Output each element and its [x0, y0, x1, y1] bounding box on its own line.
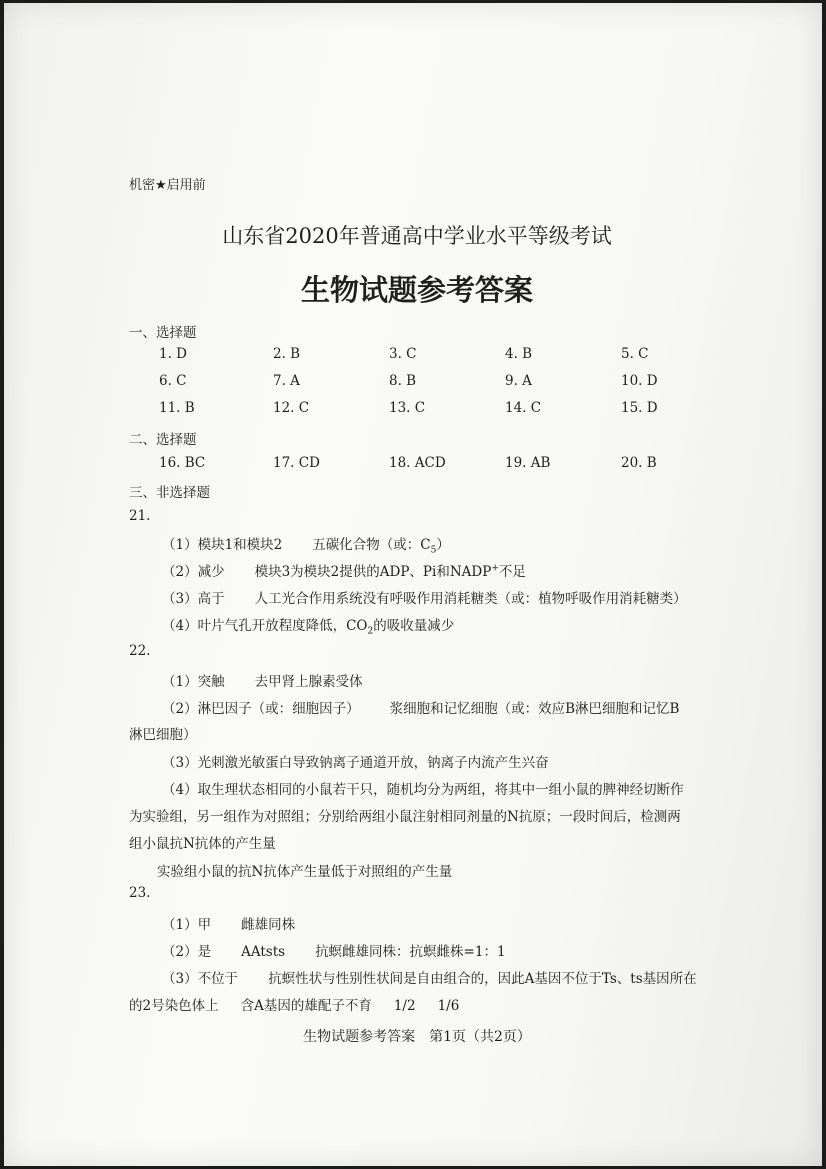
section-2-heading: 二、选择题 [129, 432, 197, 448]
q22-answer-2 [162, 697, 679, 717]
answer-item: 18. ACD [389, 455, 446, 471]
q23-answer-1 [162, 913, 295, 933]
q22-answer-4-cont: 为实验组，另一组作为对照组；分别给两组小鼠注射相同剂量的N抗原；一段时间后，检测两 [129, 809, 681, 825]
page-footer: 生物试题参考答案 第1页（共2页） [303, 1029, 531, 1045]
answer-text: 浆细胞和记忆细胞（或：效应B淋巴细胞和记忆B [389, 701, 680, 717]
answer-text: （1）模块1和模块2 [162, 537, 283, 553]
answer-item: 4. B [505, 346, 533, 362]
answer-text: 1/2 [393, 998, 416, 1014]
answer-text: 人工光合作用系统没有呼吸作用消耗糖类（或：植物呼吸作用消耗糖类） [254, 591, 687, 607]
answer-text: 雌雄同株 [241, 917, 296, 933]
q22-answer-1 [162, 670, 363, 690]
answer-sheet-page [4, 3, 822, 1166]
answer-text: 抗螟性状与性别性状间是自由组合的，因此A基因不位于Ts、ts基因所在 [268, 971, 697, 987]
q21-answer-4: （4）叶片气孔开放程度降低，$CO_2$的吸收量减少 [162, 618, 455, 637]
q21-answer-1: （1）模块1和模块2 五碳化合物（或：$C_5$） [162, 537, 450, 556]
q23-answer-3-cont [129, 994, 459, 1014]
answer-text: （2）减少 [162, 564, 225, 580]
exam-title: 山东省2020年普通高中学业水平等级考试 [222, 224, 612, 248]
answer-item: 7. A [273, 373, 300, 389]
answer-item: 2. B [273, 346, 301, 362]
answer-text: （1）突触 [162, 674, 225, 690]
section-1-heading: 一、选择题 [129, 325, 197, 341]
answer-item: 8. B [389, 373, 417, 389]
question-21-number: 21. [129, 508, 151, 524]
q22-answer-3: （3）光刺激光敏蛋白导致钠离子通道开放，钠离子内流产生兴奋 [162, 755, 549, 771]
answer-item: 15. D [621, 400, 658, 416]
answer-text: （3）高于 [162, 591, 225, 607]
answer-item: 5. C [621, 346, 649, 362]
answer-text: 含A基因的雄配子不育 [240, 998, 372, 1014]
answer-text: 1/6 [437, 998, 460, 1014]
q22-answer-result: 实验组小鼠的抗N抗体产生量低于对照组的产生量 [157, 864, 453, 880]
answer-item: 1. D [159, 346, 187, 362]
answer-item: 17. CD [273, 455, 320, 471]
document-title: 生物试题参考答案 [300, 273, 533, 307]
question-23-number: 23. [129, 885, 151, 901]
answer-item: 10. D [621, 373, 658, 389]
answer-item: 12. C [273, 400, 310, 416]
answer-item: 14. C [505, 400, 542, 416]
answer-item: 20. B [621, 455, 657, 471]
answer-text: （3）不位于 [162, 971, 239, 987]
question-22-number: 22. [129, 643, 151, 659]
answer-item: 11. B [159, 400, 195, 416]
answer-text: （4）叶片气孔开放程度降低，CO [162, 618, 368, 634]
q21-answer-2: （2）减少 模块3为模块2提供的ADP、Pi和NADP+不足 [162, 563, 526, 580]
answer-text: AAtsts [241, 944, 286, 960]
q23-answer-3 [162, 967, 697, 987]
q23-answer-2 [162, 940, 506, 960]
section-3-heading: 三、非选择题 [129, 485, 210, 501]
q22-answer-4: （4）取生理状态相同的小鼠若干只，随机均分为两组，将其中一组小鼠的脾神经切断作 [162, 782, 684, 798]
answer-text: 不足 [498, 564, 526, 580]
answer-text: 的2号染色体上 [129, 998, 219, 1014]
answer-text: 去甲肾上腺素受体 [254, 674, 363, 690]
confidential-mark: 机密★启用前 [129, 178, 206, 193]
answer-text: 五碳化合物（或：C [312, 537, 431, 553]
answer-item: 9. A [505, 373, 532, 389]
answer-item: 19. AB [505, 455, 551, 471]
answer-text: 的吸收量减少 [373, 618, 455, 634]
q21-answer-3 [162, 587, 687, 607]
answer-text: （1）甲 [162, 917, 212, 933]
answer-text: 模块3为模块2提供的ADP、Pi和NADP [254, 564, 492, 580]
answer-item: 16. BC [159, 455, 206, 471]
answer-item: 6. C [159, 373, 187, 389]
answer-item: 13. C [389, 400, 426, 416]
q22-answer-4-cont2: 组小鼠抗N抗体的产生量 [129, 836, 276, 852]
answer-item: 3. C [389, 346, 417, 362]
answer-text: （2）是 [162, 944, 212, 960]
answer-text: （2）淋巴因子（或：细胞因子） [162, 701, 360, 717]
answer-text: 抗螟雌雄同株：抗螟雌株=1：1 [315, 944, 506, 960]
q22-answer-2-cont: 淋巴细胞） [129, 727, 197, 743]
